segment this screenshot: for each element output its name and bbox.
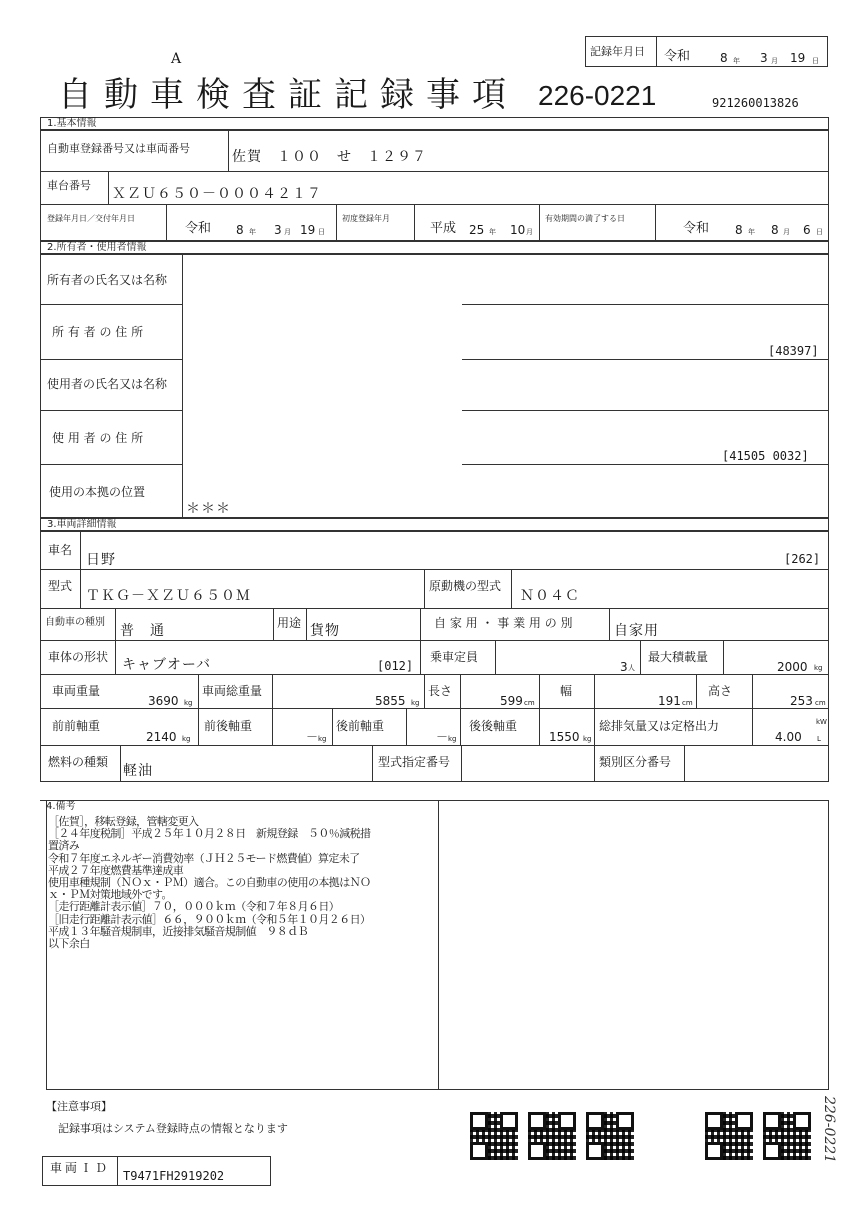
remarks-text	[48, 816, 370, 950]
user-address-code: [41505 0032]	[722, 449, 809, 463]
fuel-label: 燃料の種類	[48, 755, 109, 769]
displacement-label: 総排気量又は定格出力	[599, 719, 720, 733]
section-basic-info: 1.基本情報	[40, 117, 829, 130]
weight-label: 車両重量	[52, 684, 101, 698]
capacity-label: 乗車定員	[430, 650, 479, 664]
rf-axle-value: －	[436, 730, 449, 744]
fr-axle-label: 前後軸重	[204, 719, 253, 733]
owner-address-code: [48397]	[768, 344, 819, 358]
remarks-line: 令和７年度エネルギー消費効率（ＪＨ２５モード燃費値）算定未了	[48, 851, 360, 865]
remarks-line: ［２４年度税制］平成２５年１０月２８日 新規登録 ５０％減税措	[48, 827, 371, 841]
body-shape-label: 車体の形状	[48, 650, 109, 664]
reg-number-label: 自動車登録番号又は車両番号	[47, 142, 190, 155]
vehicle-id-value: T9471FH2919202	[123, 1169, 225, 1183]
issue-date-label: 登録年月日／交付年月日	[47, 214, 135, 223]
remarks-line: 以下余白	[48, 937, 90, 951]
remarks-line: 使用車種規制（ＮＯｘ・ＰＭ）適合。この自動車の使用の本拠はＮＯ	[48, 876, 371, 890]
max-load-value: 2000	[777, 660, 808, 674]
reg-number-value: 佐賀 １００ せ １２９７	[232, 149, 427, 165]
body-shape-code: [012]	[377, 659, 414, 673]
section-owner-info: 2.所有者・使用者情報	[40, 241, 829, 254]
model-value: ＴＫＧ－ＸＺＵ６５０Ｍ	[86, 588, 251, 604]
user-name-label: 使用者の氏名又は名称	[47, 377, 168, 391]
gross-weight-label: 車両総重量	[202, 684, 263, 698]
fr-axle-value: －	[306, 730, 319, 744]
handwritten-number: 226-0221	[821, 1096, 837, 1164]
rr-axle-value: 1550	[549, 730, 580, 744]
base-location-value: ＊＊＊	[186, 501, 231, 517]
class-number-label: 類別区分番号	[599, 755, 672, 769]
maker-value: 日野	[86, 552, 116, 568]
body-shape-value: キャブオーバ	[122, 657, 212, 673]
remarks-line: 平成２７年度燃費基準達成車	[48, 863, 184, 877]
capacity-value: 3	[620, 660, 628, 674]
height-value: 253	[790, 694, 813, 708]
section-vehicle-details: 3.車両詳細情報	[40, 518, 829, 531]
private-value: 自家用	[614, 623, 659, 639]
length-label: 長さ	[428, 684, 453, 698]
document-number: 226-0221	[538, 80, 657, 111]
remarks-line: 置済み	[48, 839, 80, 853]
user-address-label: 使 用 者 の 住 所	[52, 431, 144, 445]
document-title: 自動車検査証記録事項	[58, 75, 518, 115]
notice-title: 【注意事項】	[46, 1100, 112, 1113]
qr-code-icon	[586, 1112, 634, 1160]
remarks-line: ［旧走行距離計表示値］６６，９００ｋｍ（令和５年１０月２６日）	[48, 912, 371, 926]
qr-code-icon	[763, 1112, 811, 1160]
base-location-label: 使用の本拠の位置	[49, 485, 146, 499]
max-load-label: 最大積載量	[648, 650, 709, 664]
gross-weight-value: 5855	[375, 694, 406, 708]
use-label: 用途	[277, 616, 302, 630]
engine-value: Ｎ０４Ｃ	[520, 588, 580, 604]
height-label: 高さ	[708, 684, 733, 698]
displacement-value: 4.00	[775, 730, 802, 744]
width-value: 191	[658, 694, 681, 708]
rr-axle-label: 後後軸重	[469, 719, 518, 733]
document-code: 921260013826	[712, 96, 799, 110]
record-date-month: 3	[760, 51, 768, 65]
weight-value: 3690	[148, 694, 179, 708]
vehicle-id-label: 車両ＩＤ	[50, 1161, 111, 1175]
rf-axle-label: 後前軸重	[336, 719, 385, 733]
remarks-line: 平成１３年騒音規制車，近接排気騒音規制値 ９８ｄＢ	[48, 924, 308, 938]
private-label: 自 家 用 ・ 事 業 用 の 別	[434, 616, 573, 630]
length-value: 599	[500, 694, 523, 708]
remarks-line: ［佐賀］，移転登録，管轄変更入	[48, 815, 199, 828]
model-label: 型式	[48, 579, 73, 593]
corner-mark: A	[171, 51, 182, 67]
type-designation-label: 型式指定番号	[378, 755, 451, 769]
record-date-label: 記録年月日	[590, 45, 645, 58]
chassis-label: 車台番号	[47, 179, 91, 192]
owner-address-label: 所 有 者 の 住 所	[52, 325, 144, 339]
maker-label: 車名	[48, 543, 73, 557]
maker-code: [262]	[784, 552, 821, 566]
qr-code-icon	[470, 1112, 518, 1160]
engine-label: 原動機の型式	[429, 579, 502, 593]
fuel-value: 軽油	[123, 763, 153, 779]
section-remarks: 4.備考	[40, 800, 829, 813]
kind-label: 自動車の種別	[45, 617, 105, 628]
record-date-year: 8	[720, 51, 728, 65]
expiry-label: 有効期間の満了する日	[545, 214, 625, 223]
chassis-value: ＸＺＵ６５０－０００４２１７	[112, 186, 322, 202]
notice-text: 記録事項はシステム登録時点の情報となります	[58, 1122, 288, 1135]
remarks-line: ［走行距離計表示値］７０，０００ｋｍ（令和７年８月６日）	[48, 900, 340, 914]
ff-axle-value: 2140	[146, 730, 177, 744]
ff-axle-label: 前前軸重	[52, 719, 101, 733]
first-reg-label: 初度登録年月	[342, 214, 390, 223]
record-date-era: 令和	[664, 49, 691, 64]
owner-name-label: 所有者の氏名又は名称	[47, 273, 168, 287]
qr-code-icon	[528, 1112, 576, 1160]
qr-code-icon	[705, 1112, 753, 1160]
use-value: 貨物	[310, 623, 340, 639]
kind-value: 普 通	[120, 623, 165, 639]
width-label: 幅	[560, 684, 573, 698]
remarks-line: ｘ・ＰＭ対策地域外です。	[48, 888, 172, 902]
record-date-day: 19	[790, 51, 806, 65]
